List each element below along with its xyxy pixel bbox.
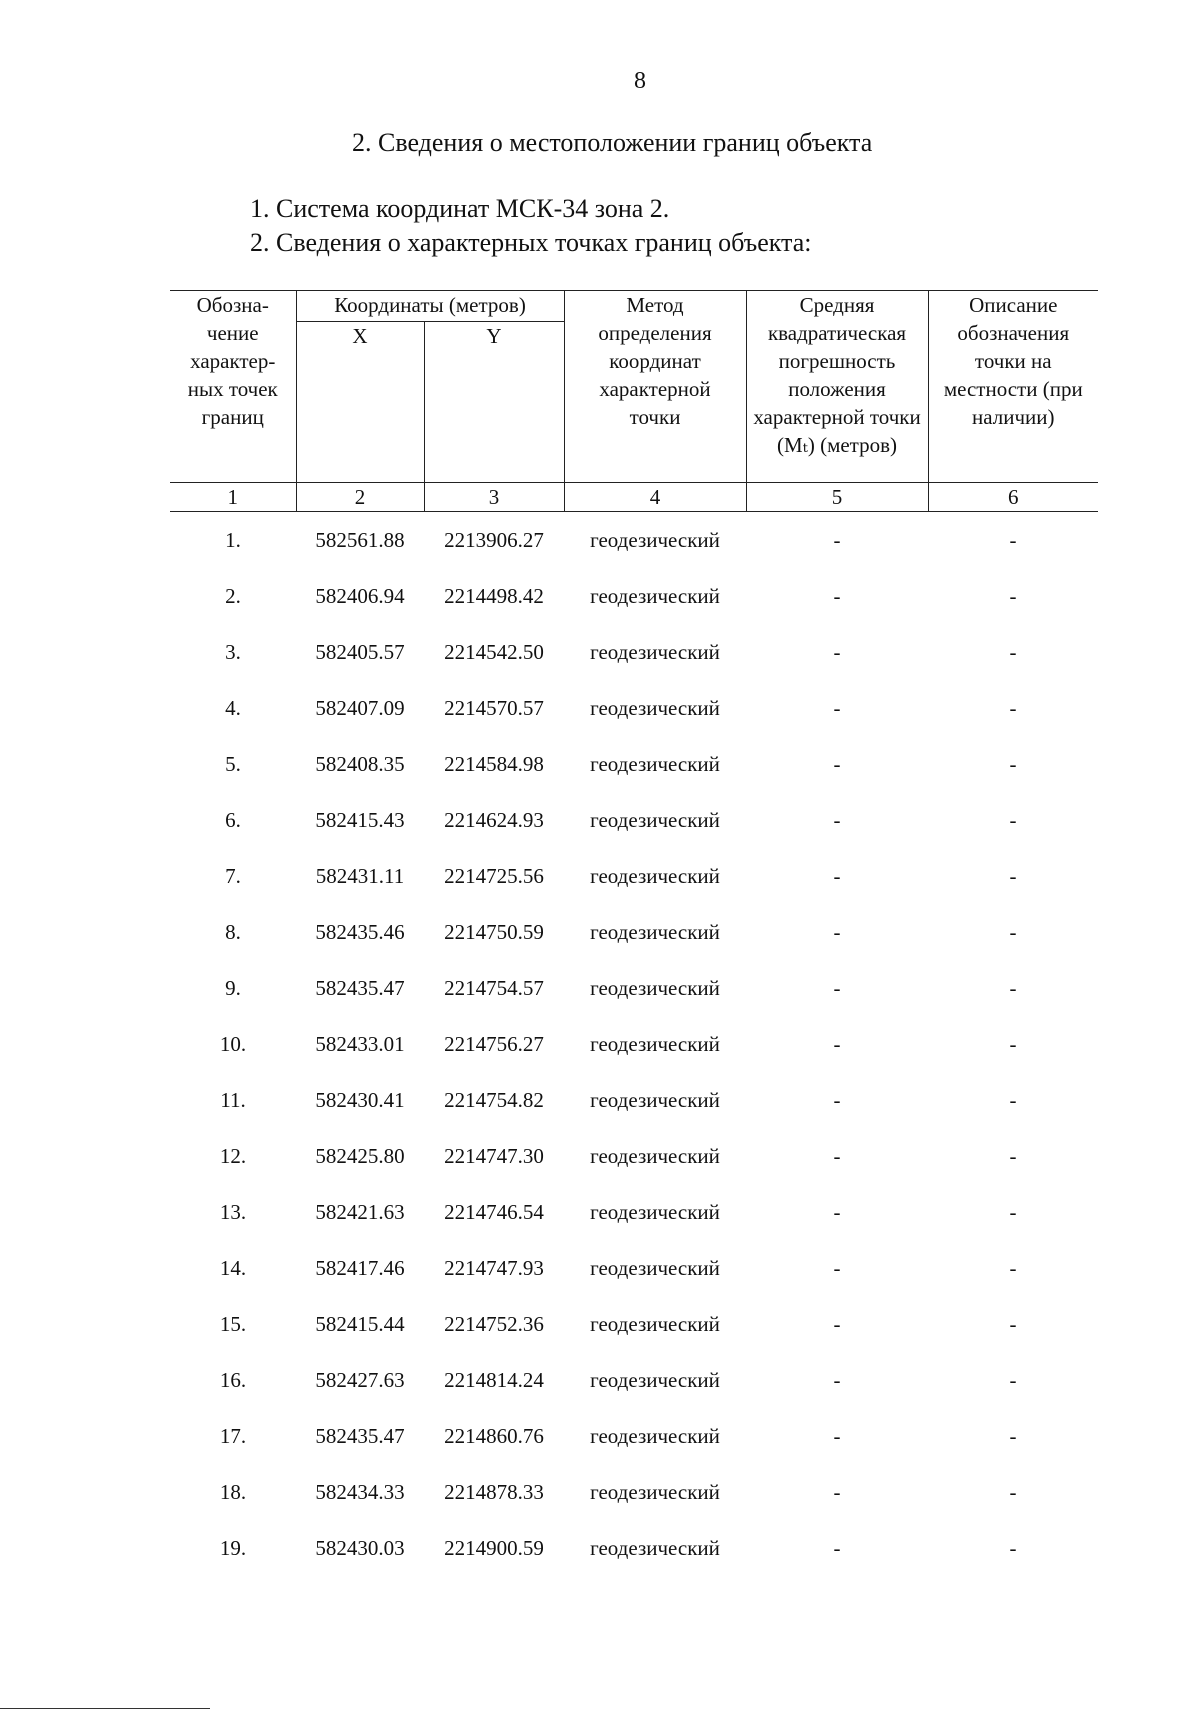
description-value: - [1009, 1311, 1017, 1336]
table-row [170, 904, 1098, 960]
error-value: - [833, 1535, 841, 1560]
method: геодезический [590, 975, 720, 1000]
column-number-row [170, 483, 1098, 512]
description-value: - [1009, 1367, 1017, 1392]
error-value: - [833, 1423, 841, 1448]
point-id: 16. [219, 1367, 247, 1392]
coord-x: 582435.47 [315, 1423, 405, 1448]
table-row [170, 736, 1098, 792]
coord-x: 582431.11 [315, 863, 405, 888]
table-row [170, 1520, 1098, 1576]
error-value: - [833, 1199, 841, 1224]
method: геодезический [590, 1367, 720, 1392]
table-row [170, 1296, 1098, 1352]
coord-y: 2214584.98 [444, 751, 544, 776]
error-value: - [833, 1031, 841, 1056]
header-designation: Обозна-чение характер-ных точек границ [170, 291, 296, 483]
table-row [170, 848, 1098, 904]
column-number: 2 [296, 483, 424, 512]
point-id: 5. [225, 751, 241, 776]
coord-y: 2214624.93 [444, 807, 544, 832]
points-intro-line: 2. Сведения о характерных точках границ объекта: [250, 228, 812, 257]
error-value: - [833, 863, 841, 888]
method: геодезический [590, 807, 720, 832]
table-row [170, 1072, 1098, 1128]
page-bottom-rule [0, 1708, 210, 1709]
method: геодезический [590, 863, 720, 888]
method: геодезический [590, 1087, 720, 1112]
method: геодезический [590, 751, 720, 776]
point-id: 14. [219, 1255, 247, 1280]
method: геодезический [590, 1311, 720, 1336]
table-row [170, 624, 1098, 680]
table-row [170, 680, 1098, 736]
error-value: - [833, 1143, 841, 1168]
error-value: - [833, 695, 841, 720]
point-id: 12. [219, 1143, 247, 1168]
coord-y: 2214498.42 [444, 583, 544, 608]
coord-x: 582561.88 [315, 527, 405, 552]
description-value: - [1009, 975, 1017, 1000]
coord-y: 2214860.76 [444, 1423, 544, 1448]
description-value: - [1009, 639, 1017, 664]
error-value: - [833, 583, 841, 608]
method: геодезический [590, 583, 720, 608]
error-value: - [833, 527, 841, 552]
description-value: - [1009, 1479, 1017, 1504]
table-row [170, 512, 1098, 569]
coord-x: 582405.57 [315, 639, 405, 664]
header-error: Средняя квадратическая погрешность положения характерной точки (Mₜ) (метров) [746, 291, 928, 483]
error-value: - [833, 807, 841, 832]
point-id: 4. [225, 695, 241, 720]
point-id: 3. [225, 639, 241, 664]
coord-y: 2214814.24 [444, 1367, 544, 1392]
coord-x: 582430.03 [315, 1535, 405, 1560]
method: геодезический [590, 1535, 720, 1560]
error-value: - [833, 751, 841, 776]
coord-x: 582433.01 [315, 1031, 405, 1056]
coord-y: 2214900.59 [444, 1535, 544, 1560]
coord-y: 2214878.33 [444, 1479, 544, 1504]
header-y: Y [424, 322, 564, 483]
point-id: 11. [220, 1087, 246, 1112]
coord-y: 2214542.50 [444, 639, 544, 664]
point-id: 7. [225, 863, 241, 888]
description-value: - [1009, 583, 1017, 608]
coord-y: 2214752.36 [444, 1311, 544, 1336]
description-value: - [1009, 863, 1017, 888]
header-coordinates: Координаты (метров) [296, 291, 564, 322]
coord-y: 2214747.93 [444, 1255, 544, 1280]
coord-x: 582425.80 [315, 1143, 405, 1168]
method: геодезический [590, 695, 720, 720]
coord-x: 582430.41 [315, 1087, 405, 1112]
method: геодезический [590, 1031, 720, 1056]
table-row [170, 792, 1098, 848]
point-id: 9. [225, 975, 241, 1000]
coord-x: 582435.47 [315, 975, 405, 1000]
point-id: 6. [225, 807, 241, 832]
table-row [170, 960, 1098, 1016]
coord-y: 2214754.82 [444, 1087, 544, 1112]
coord-y: 2214747.30 [444, 1143, 544, 1168]
coord-x: 582407.09 [315, 695, 405, 720]
table-row [170, 1408, 1098, 1464]
table-row [170, 1128, 1098, 1184]
coord-x: 582417.46 [315, 1255, 405, 1280]
point-id: 18. [219, 1479, 247, 1504]
description-value: - [1009, 1143, 1017, 1168]
description-value: - [1009, 1087, 1017, 1112]
method: геодезический [590, 527, 720, 552]
error-value: - [833, 919, 841, 944]
method: геодезический [590, 919, 720, 944]
coord-y: 2213906.27 [444, 527, 544, 552]
coord-x: 582408.35 [315, 751, 405, 776]
method: геодезический [590, 1479, 720, 1504]
description-value: - [1009, 1423, 1017, 1448]
table-header-row [170, 291, 1098, 322]
table-row [170, 1464, 1098, 1520]
table-body [170, 512, 1098, 1577]
description-value: - [1009, 919, 1017, 944]
error-value: - [833, 1311, 841, 1336]
table-row [170, 1240, 1098, 1296]
error-value: - [833, 975, 841, 1000]
error-value: - [833, 639, 841, 664]
description-value: - [1009, 807, 1017, 832]
coord-y: 2214746.54 [444, 1199, 544, 1224]
coord-x: 582435.46 [315, 919, 405, 944]
coord-x: 582415.44 [315, 1311, 405, 1336]
description-value: - [1009, 1535, 1017, 1560]
header-x: X [296, 322, 424, 483]
description-value: - [1009, 527, 1017, 552]
coord-y: 2214725.56 [444, 863, 544, 888]
table-row [170, 1016, 1098, 1072]
page-number: 8 [634, 68, 646, 94]
error-value: - [833, 1479, 841, 1504]
method: геодезический [590, 1199, 720, 1224]
method: геодезический [590, 1143, 720, 1168]
coord-x: 582406.94 [315, 583, 405, 608]
error-value: - [833, 1367, 841, 1392]
method: геодезический [590, 639, 720, 664]
header-method: Метод определения координат характерной точки [564, 291, 746, 483]
section-title: 2. Сведения о местоположении границ объекта [352, 128, 873, 157]
table-row [170, 1184, 1098, 1240]
coord-x: 582427.63 [315, 1367, 405, 1392]
point-id: 1. [225, 527, 241, 552]
point-id: 15. [219, 1311, 247, 1336]
column-number: 3 [424, 483, 564, 512]
point-id: 2. [225, 583, 241, 608]
coord-x: 582415.43 [315, 807, 405, 832]
coordinate-system-line: 1. Система координат МСК-34 зона 2. [250, 194, 670, 223]
column-number: 4 [564, 483, 746, 512]
column-number: 6 [928, 483, 1098, 512]
description-value: - [1009, 1199, 1017, 1224]
point-id: 8. [225, 919, 241, 944]
coord-y: 2214756.27 [444, 1031, 544, 1056]
description-value: - [1009, 1255, 1017, 1280]
column-number: 5 [746, 483, 928, 512]
column-number: 1 [170, 483, 296, 512]
header-description: Описание обозначения точки на местности (при наличии) [928, 291, 1098, 483]
method: геодезический [590, 1255, 720, 1280]
table-row [170, 568, 1098, 624]
table-row [170, 1352, 1098, 1408]
description-value: - [1009, 1031, 1017, 1056]
point-id: 10. [219, 1031, 247, 1056]
description-value: - [1009, 695, 1017, 720]
boundary-points-table [170, 290, 1098, 1576]
description-value: - [1009, 751, 1017, 776]
point-id: 19. [219, 1535, 247, 1560]
coord-y: 2214754.57 [444, 975, 544, 1000]
error-value: - [833, 1087, 841, 1112]
method: геодезический [590, 1423, 720, 1448]
error-value: - [833, 1255, 841, 1280]
coord-x: 582421.63 [315, 1199, 405, 1224]
coord-x: 582434.33 [315, 1479, 405, 1504]
point-id: 13. [219, 1199, 247, 1224]
coord-y: 2214750.59 [444, 919, 544, 944]
point-id: 17. [219, 1423, 247, 1448]
coord-y: 2214570.57 [444, 695, 544, 720]
